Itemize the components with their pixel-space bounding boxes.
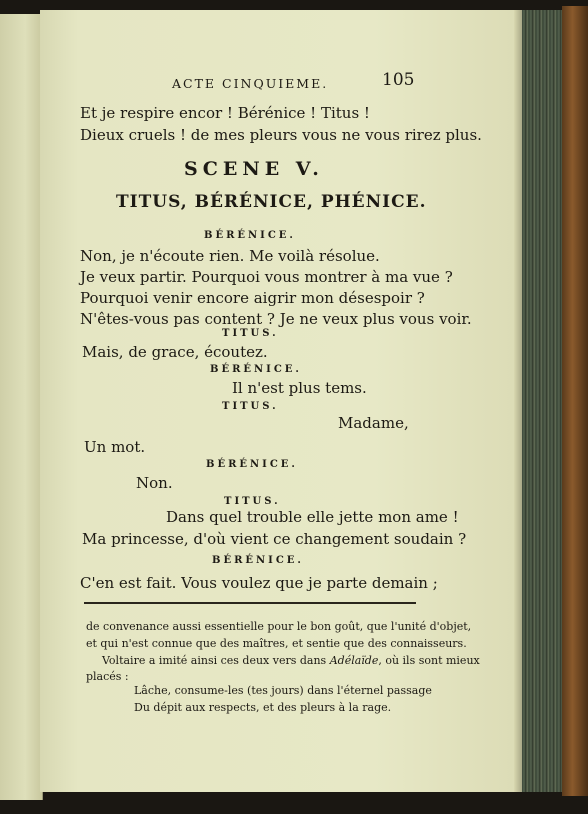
scene-title: SCENE V. <box>184 158 324 180</box>
page-edge-highlight <box>514 10 522 792</box>
verse-line: Un mot. <box>84 438 146 456</box>
speaker-name: TITUS. <box>222 401 279 412</box>
footnote-line: placés : <box>86 670 129 683</box>
verse-line: Dans quel trouble elle jette mon ame ! <box>166 508 459 526</box>
verse-line: Et je respire encor ! Bérénice ! Titus ! <box>80 104 370 122</box>
speaker-name: BÉRÉNICE. <box>212 555 304 566</box>
verse-line: Dieux cruels ! de mes pleurs vous ne vous rirez plus. <box>80 126 482 144</box>
quoted-verse: Lâche, consume-les (tes jours) dans l'éternel passage <box>134 684 432 697</box>
speaker-name: TITUS. <box>222 328 279 339</box>
verse-line: Non, je n'écoute rien. Me voilà résolue. <box>80 247 380 265</box>
speaker-name: TITUS. <box>224 496 281 507</box>
verse-line: Non. <box>136 474 173 492</box>
verse-line: Pourquoi venir encore aigrir mon désespoir ? <box>80 289 425 307</box>
footnote-divider <box>84 602 416 604</box>
quoted-verse: Du dépit aux respects, et des pleurs à la rage. <box>134 701 392 714</box>
book-cover-edge <box>562 6 588 796</box>
running-title: ACTE CINQUIEME. <box>172 76 329 91</box>
verse-line: C'en est fait. Vous voulez que je parte demain ; <box>80 574 438 592</box>
speaker-name: BÉRÉNICE. <box>204 230 296 241</box>
facing-page-edge <box>0 14 43 800</box>
speaker-name: BÉRÉNICE. <box>210 364 302 375</box>
scene-cast: TITUS, BÉRÉNICE, PHÉNICE. <box>116 192 427 212</box>
book-page <box>40 10 516 792</box>
verse-line: Madame, <box>338 414 409 432</box>
verse-line: Mais, de grace, écoutez. <box>82 343 268 361</box>
verse-line: Ma princesse, d'où vient ce changement soudain ? <box>82 530 467 548</box>
footnote-line: de convenance aussi essentielle pour le bon goût, que l'unité d'objet, <box>86 620 472 633</box>
verse-line: N'êtes-vous pas content ? Je ne veux plus vous voir. <box>80 310 472 328</box>
footnote-line: Voltaire a imité ainsi ces deux vers dans Adélaïde, où ils sont mieux <box>102 654 480 667</box>
speaker-name: BÉRÉNICE. <box>206 459 298 470</box>
verse-line: Il n'est plus tems. <box>232 379 367 397</box>
footnote-line: et qui n'est connue que des maîtres, et sentie que des connaisseurs. <box>86 637 467 650</box>
page-number: 105 <box>382 70 415 90</box>
verse-line: Je veux partir. Pourquoi vous montrer à ma vue ? <box>80 268 453 286</box>
